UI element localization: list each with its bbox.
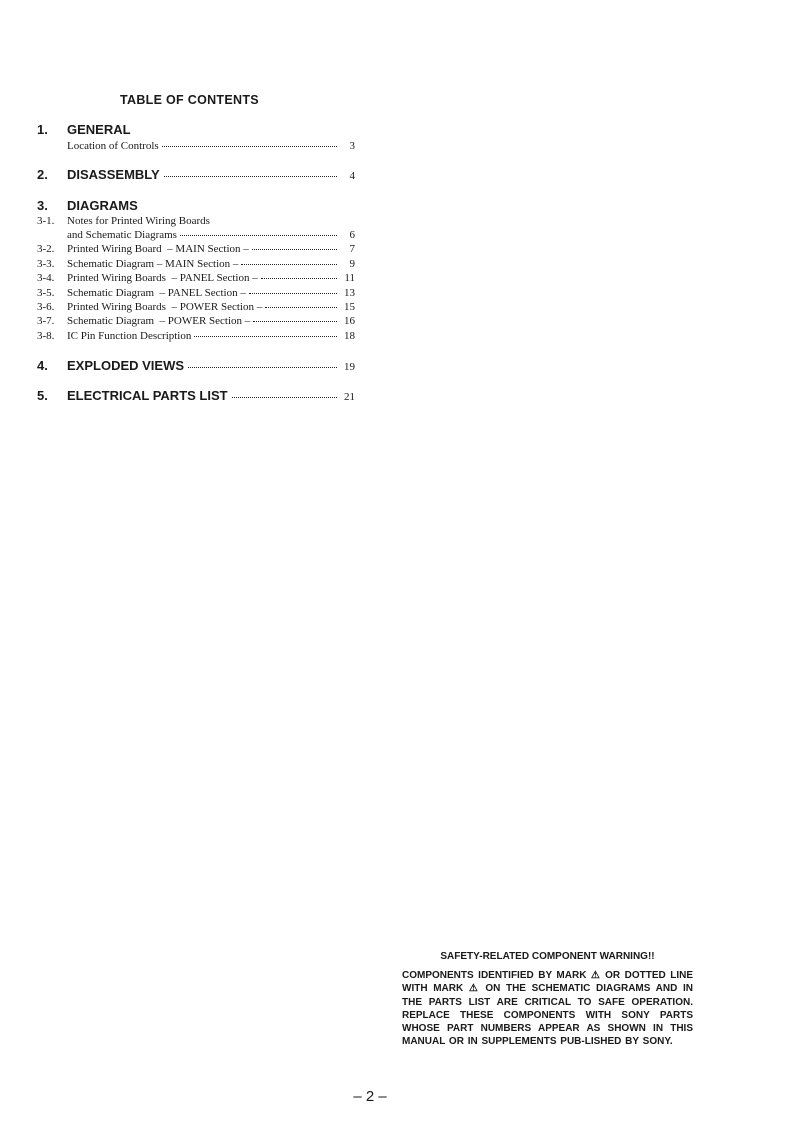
toc-section-disassembly[interactable] xyxy=(37,167,355,182)
section-page: 21 xyxy=(344,391,355,403)
toc-entry[interactable] xyxy=(37,140,355,152)
entry-page: 9 xyxy=(349,258,355,270)
entry-label: Notes for Printed Wiring Boards xyxy=(67,215,210,227)
section-number: 3. xyxy=(37,198,48,213)
entry-label: Schematic Diagram – MAIN Section – xyxy=(67,258,239,270)
entry-page: 15 xyxy=(344,301,355,313)
section-number: 1. xyxy=(37,122,48,137)
entry-number: 3-5. xyxy=(37,287,55,299)
section-label: DIAGRAMS xyxy=(67,198,138,213)
entry-number: 3-6. xyxy=(37,301,55,313)
entry-label: Printed Wiring Board – MAIN Section – xyxy=(67,243,249,255)
toc-entry[interactable] xyxy=(37,272,355,284)
section-label: ELECTRICAL PARTS LIST xyxy=(67,388,228,403)
entry-page: 18 xyxy=(344,330,355,342)
safety-warning xyxy=(402,951,693,1049)
toc-entry[interactable] xyxy=(37,243,355,255)
entry-page: 13 xyxy=(344,287,355,299)
entry-number: 3-1. xyxy=(37,215,55,227)
section-label: DISASSEMBLY xyxy=(67,167,160,182)
entry-label: Location of Controls xyxy=(67,140,159,152)
section-page: 4 xyxy=(349,170,355,182)
entry-number: 3-4. xyxy=(37,272,55,284)
entry-label: and Schematic Diagrams xyxy=(67,229,177,241)
safety-warning-body: COMPONENTS IDENTIFIED BY MARK ⚠ OR DOTTED LINE WITH MARK ⚠ ON THE SCHEMATIC DIAGRAMS AND IN THE PARTS LIST ARE CRITICAL TO SAFE OPERATION. REPLACE THESE COMPONENTS WITH SONY PARTS WHOSE PART NUMBERS APPEAR AS SHOWN IN THIS MANUAL OR IN SUPPLEMENTS PUB-LISHED BY SONY. xyxy=(402,970,693,1048)
dot-leader xyxy=(265,307,337,308)
entry-number: 3-3. xyxy=(37,258,55,270)
dot-leader xyxy=(194,336,337,337)
entry-number: 3-2. xyxy=(37,243,55,255)
dot-leader xyxy=(188,367,337,368)
toc-section-diagrams[interactable] xyxy=(37,198,355,213)
page-number: – 2 – xyxy=(353,1088,387,1105)
toc-title: TABLE OF CONTENTS xyxy=(120,93,259,107)
toc-entry[interactable] xyxy=(37,215,355,227)
entry-label: Schematic Diagram – POWER Section – xyxy=(67,315,251,327)
toc-entry[interactable] xyxy=(37,287,355,299)
entry-label: Schematic Diagram – PANEL Section – xyxy=(67,287,246,299)
dot-leader xyxy=(162,146,337,147)
section-number: 2. xyxy=(37,167,48,182)
dot-leader xyxy=(232,397,337,398)
entry-number: 3-7. xyxy=(37,315,55,327)
toc-section-electrical-parts-list[interactable] xyxy=(37,388,355,403)
entry-page: 16 xyxy=(344,315,355,327)
dot-leader xyxy=(180,235,337,236)
entry-page: 3 xyxy=(349,140,355,152)
toc-entry[interactable] xyxy=(37,330,355,342)
dot-leader xyxy=(261,278,337,279)
entry-page: 6 xyxy=(349,229,355,241)
entry-label: IC Pin Function Description xyxy=(67,330,192,342)
toc-entry[interactable] xyxy=(37,229,355,241)
entry-page: 7 xyxy=(349,243,355,255)
toc-entry[interactable] xyxy=(37,258,355,270)
section-number: 4. xyxy=(37,358,48,373)
entry-page: 11 xyxy=(344,272,355,284)
safety-warning-title: SAFETY-RELATED COMPONENT WARNING!! xyxy=(440,951,655,962)
entry-label: Printed Wiring Boards – PANEL Section – xyxy=(67,272,258,284)
toc-section-exploded-views[interactable] xyxy=(37,358,355,373)
entry-number: 3-8. xyxy=(37,330,55,342)
toc-entry[interactable] xyxy=(37,301,355,313)
dot-leader xyxy=(253,321,337,322)
section-label: EXPLODED VIEWS xyxy=(67,358,185,373)
section-page: 19 xyxy=(344,361,355,373)
entry-label: Printed Wiring Boards – POWER Section – xyxy=(67,301,263,313)
dot-leader xyxy=(252,249,337,250)
dot-leader xyxy=(164,176,337,177)
dot-leader xyxy=(249,293,337,294)
section-number: 5. xyxy=(37,388,48,403)
toc-section-general[interactable] xyxy=(37,122,355,137)
section-label: GENERAL xyxy=(67,122,131,137)
dot-leader xyxy=(241,264,337,265)
toc-entry[interactable] xyxy=(37,315,355,327)
